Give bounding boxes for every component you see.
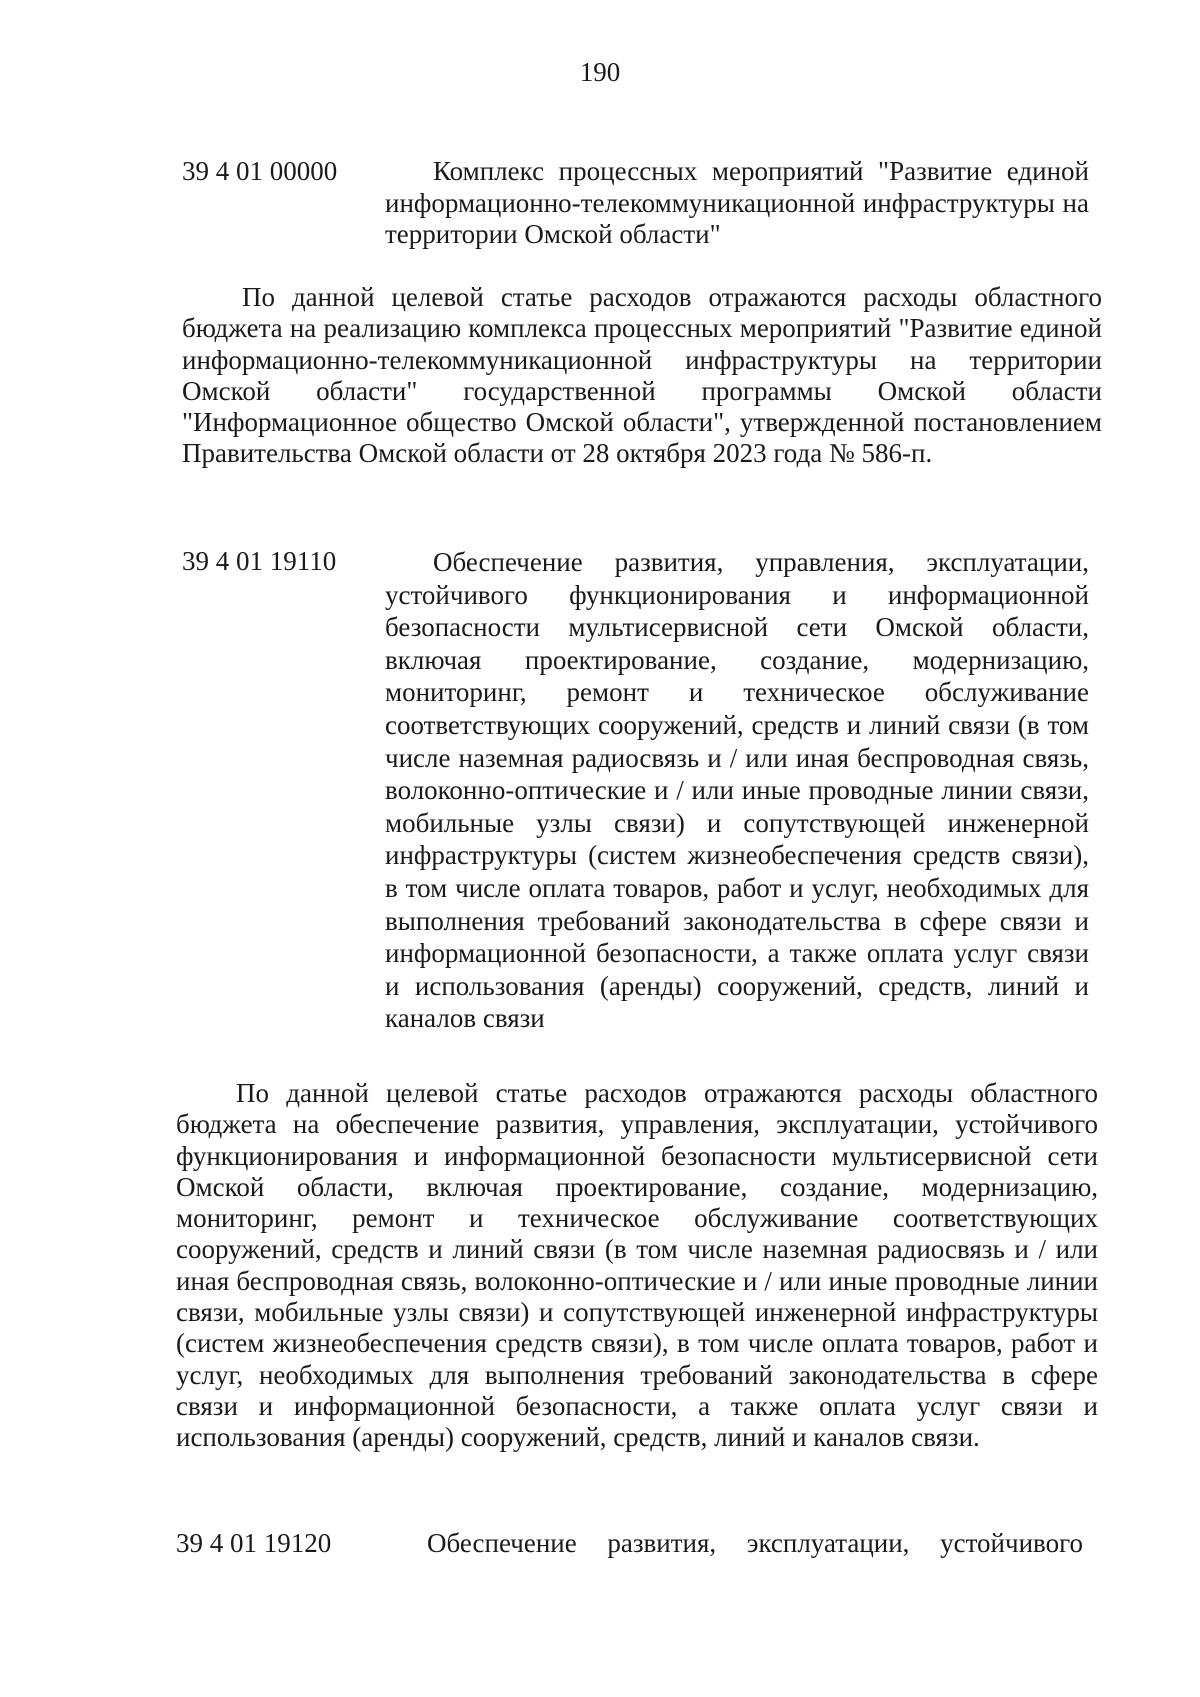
budget-code: 39 4 01 19110 (182, 546, 337, 576)
budget-entry-header (182, 546, 1102, 1034)
budget-entry-header (176, 1528, 1100, 1568)
budget-code: 39 4 01 00000 (182, 156, 338, 186)
budget-entry-header (182, 156, 1102, 256)
budget-code: 39 4 01 19120 (176, 1528, 332, 1558)
entry-title: Комплекс процессных мероприятий "Развитие единой информационно-телекоммуникационной инфраструктуры на территории Омской области" (385, 156, 1089, 249)
entry-description: По данной целевой статье расходов отражаются расходы областного бюджета на реализацию комплекса процессных мероприятий "Развитие единой информационно-телекоммуникационной инфраструктуры на территории Омской области" государственной программы Омской области "Информационное общество Омской области", утвержденной постановлением Правительства Омской области от 28 октября 2023 года № 586-п. (182, 282, 1102, 469)
entry-title: Обеспечение развития, эксплуатации, устойчивого (427, 1528, 1083, 1558)
page-number: 190 (579, 57, 621, 87)
entry-description: По данной целевой статье расходов отражаются расходы областного бюджета на обеспечение развития, управления, эксплуатации, устойчивого функционирования и информационной безопасности мультисервисной сети Омской области, включая проектирование, создание, модернизацию, мониторинг, ремонт и техническое обслуживание соответствующих сооружений, средств и линий связи (в том числе наземная радиосвязь и / или иная беспроводная связь, волоконно-оптические и / или иные проводные линии связи, мобильные узлы связи) и сопутствующей инженерной инфраструктуры (систем жизнеобеспечения средств связи), в том числе оплата товаров, работ и услуг, необходимых для выполнения требований законодательства в сфере связи и информационной безопасности, а также оплата услуг связи и использования (аренды) сооружений, средств, линий и каналов связи. (176, 1078, 1098, 1453)
entry-title: Обеспечение развития, управления, эксплуатации, устойчивого функционирования и информационной безопасности мультисервисной сети Омской области, включая проектирование, создание, модернизацию, мониторинг, ремонт и техническое обслуживание соответствующих сооружений, средств и линий связи (в том числе наземная радиосвязь и / или иная беспроводная связь, волоконно-оптические и / или иные проводные линии связи, мобильные узлы связи) и сопутствующей инженерной инфраструктуры (систем жизнеобеспечения средств связи), в том числе оплата товаров, работ и услуг, необходимых для выполнения требований законодательства в сфере связи и информационной безопасности, а также оплата услуг связи и использования (аренды) сооружений, средств, линий и каналов связи (385, 547, 1089, 1034)
